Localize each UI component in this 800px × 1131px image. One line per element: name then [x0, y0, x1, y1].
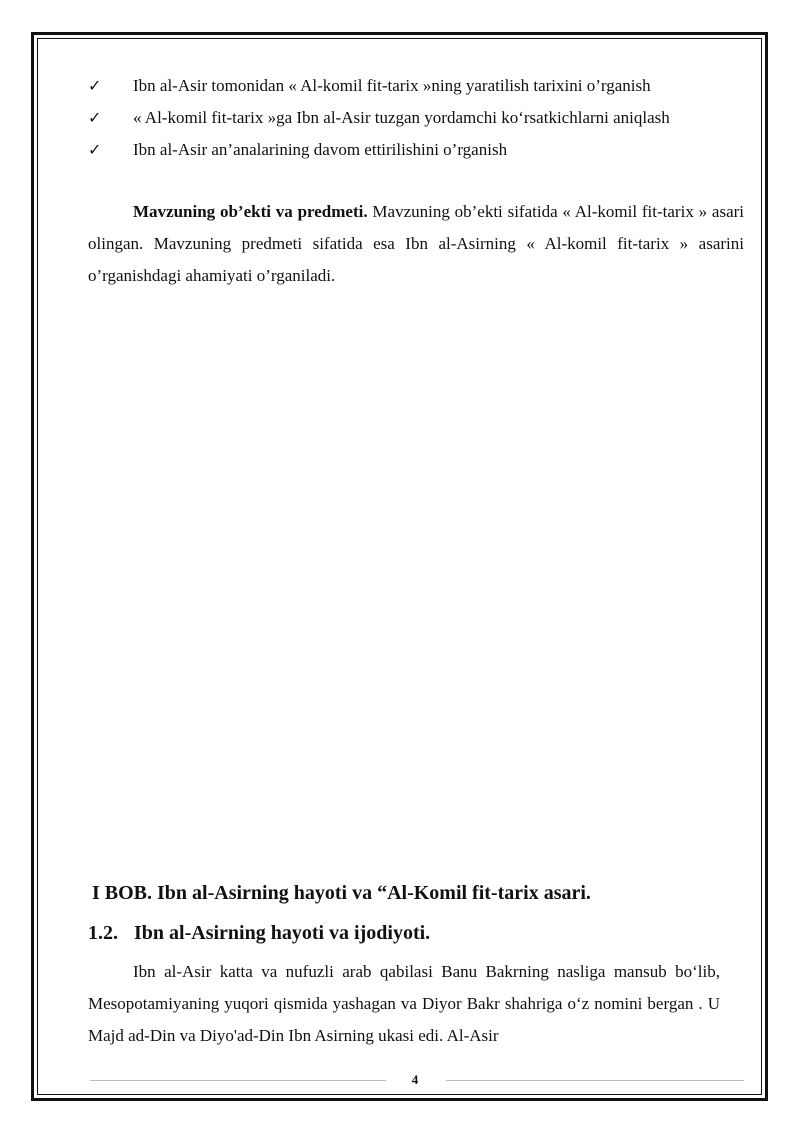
chapter-title: I BOB. Ibn al-Asirning hayoti va “Al-Komil fit-tarix asari.	[92, 882, 591, 904]
section-title	[88, 922, 430, 945]
body-text: Ibn al-Asir katta va nufuzli arab qabilasi Banu Bakrning nasliga mansub bo‘lib, Mesopotamiyaning yuqori qismida yashagan va Diyor Bakr shahriga o‘z nomini bergan . U Majd ad-Din va Diyo'ad-Din Ibn Asirning ukasi edi. Al-Asir	[88, 962, 720, 1045]
object-subject-paragraph	[88, 196, 744, 292]
objective-item	[88, 134, 744, 166]
objective-item	[88, 70, 744, 102]
object-subject-text: Mavzuning ob’ekti sifatida « Al-komil fit-tarix » asari olingan. Mavzuning predmeti sifatida esa Ibn al-Asirning « Al-komil fit-tarix » asarini o’rganishdagi ahamiyati o’rganiladi.	[88, 202, 744, 285]
objective-text: Ibn al-Asir tomonidan « Al-komil fit-tarix »ning yaratilish tarixini o’rganish	[133, 76, 651, 95]
object-subject-heading: Mavzuning ob’ekti va predmeti.	[133, 202, 368, 221]
checkmark-icon: ✓	[88, 76, 102, 95]
objective-item	[88, 102, 744, 134]
page-content	[88, 70, 744, 292]
objective-text: Ibn al-Asir an’analarining davom ettirilishini o’rganish	[133, 140, 508, 159]
checkmark-icon: ✓	[88, 108, 102, 127]
footer-rule-left	[90, 1080, 386, 1081]
section-number: 1.2.	[88, 922, 118, 944]
body-paragraph	[88, 956, 720, 1052]
checkmark-icon: ✓	[88, 140, 102, 159]
page-number: 4	[411, 1072, 419, 1087]
footer-rule-right	[446, 1080, 744, 1081]
section-title-text: Ibn al-Asirning hayoti va ijodiyoti.	[134, 922, 431, 944]
objective-text: « Al-komil fit-tarix »ga Ibn al-Asir tuzgan yordamchi ko‘rsatkichlarni aniqlash	[133, 108, 670, 127]
